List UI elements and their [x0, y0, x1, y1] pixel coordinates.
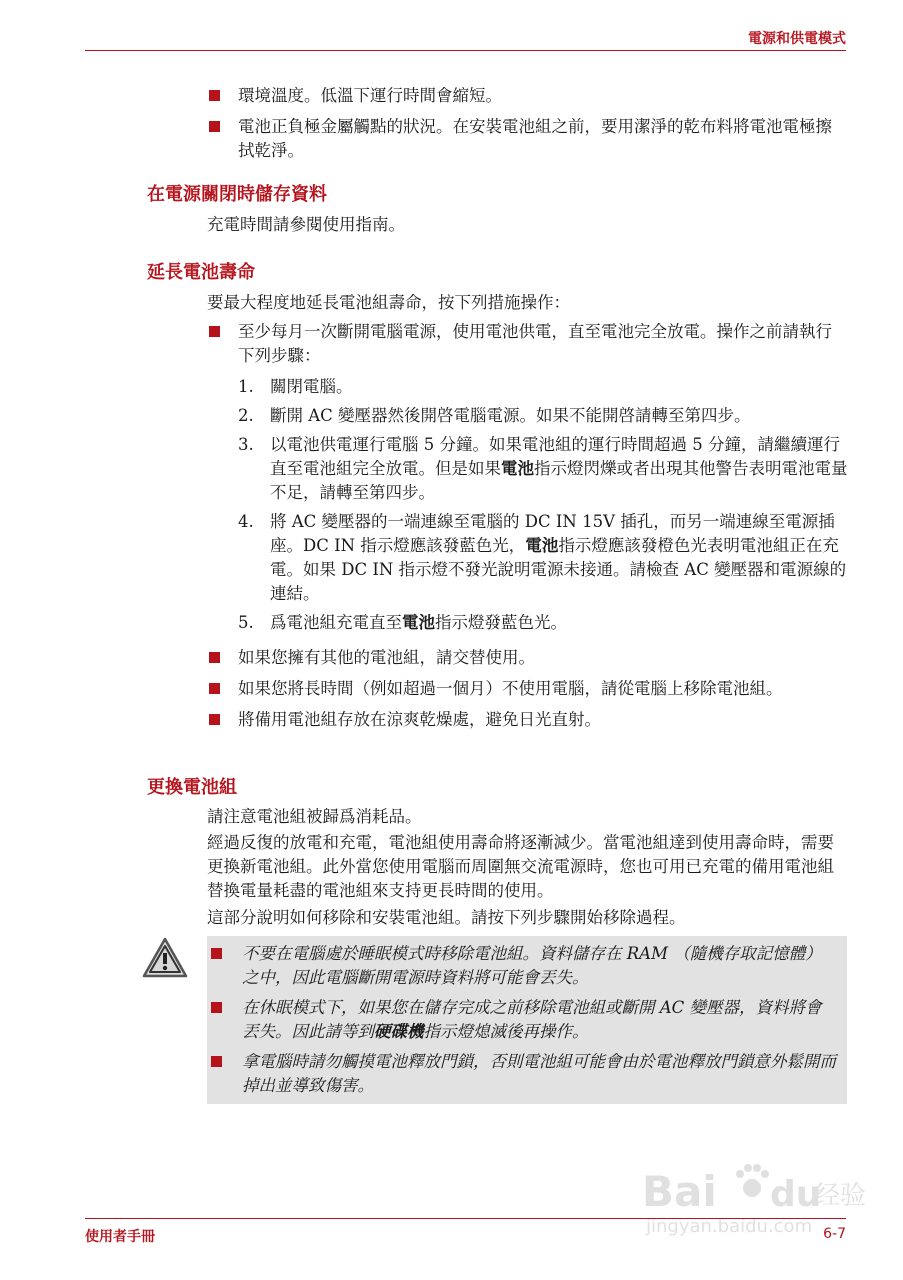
bullet-square-icon: [211, 1056, 222, 1067]
page-header: [85, 28, 846, 51]
caution-item: 在休眠模式下，如果您在儲存完成之前移除電池組或斷開 AC 變壓器，資料將會丟失。因此請等到硬碟機指示燈熄滅後再操作。: [207, 996, 837, 1044]
svg-text:du: du: [770, 1174, 822, 1215]
battery-keyword: 電池: [402, 613, 435, 632]
header-title: 電源和供電模式: [748, 31, 846, 47]
step-item: 2. 斷開 AC 變壓器然後開啓電腦電源。如果不能開啓請轉至第四步。: [238, 406, 751, 425]
caution-item: 不要在電腦處於睡眠模式時移除電池組。資料儲存在 RAM （隨機存取記憶體）之中，因此電腦斷開電源時資料將可能會丟失。: [207, 942, 837, 990]
battery-keyword: 電池: [501, 459, 534, 478]
section-heading-replace-battery: 更換電池組: [147, 777, 237, 798]
top-bullet-list: [207, 84, 847, 170]
warning-triangle-icon: [142, 937, 188, 979]
battery-bullet-list: [207, 320, 847, 375]
bullet-square-icon: [209, 714, 220, 725]
bullet-square-icon: [209, 652, 220, 663]
page-number: 6-7: [823, 1226, 846, 1242]
list-item: 將備用電池組存放在涼爽乾燥處，避免日光直射。: [207, 708, 847, 732]
section-intro: 要最大程度地延長電池組壽命，按下列措施操作：: [207, 293, 570, 312]
section-text: 充電時間請參閱使用指南。: [207, 215, 405, 234]
svg-text:jingyan.baidu.com: jingyan.baidu.com: [646, 1216, 813, 1237]
bullet-square-icon: [211, 1002, 222, 1013]
caution-list: [207, 942, 837, 1104]
list-item: 如果您將長時間（例如超過一個月）不使用電腦，請從電腦上移除電池組。: [207, 677, 847, 701]
list-item: 至少每月一次斷開電腦電源，使用電池供電，直至電池完全放電。操作之前請執行下列步驟：: [207, 320, 847, 368]
svg-text:Bai: Bai: [642, 1167, 717, 1216]
caution-item: 拿電腦時請勿觸摸電池釋放門鎖，否則電池組可能會由於電池釋放門鎖意外鬆開而掉出並導致傷害。: [207, 1050, 837, 1098]
step-item: 4. 將 AC 變壓器的一端連線至電腦的 DC IN 15V 插孔，而另一端連線至電源插座。DC IN 指示燈應該發藍色光，電池指示燈應該發橙色光表明電池組正在充電。如果 DC IN 指示燈不發光說明電源未接通。請檢查 AC 變壓器和電源線的連結。: [238, 512, 847, 603]
steps-list: [238, 375, 848, 640]
hdd-keyword: 硬碟機: [374, 1022, 424, 1041]
step-item: 5. 爲電池組充電直至電池指示燈發藍色光。: [238, 613, 567, 632]
paragraph: 請注意電池組被歸爲消耗品。: [207, 807, 422, 826]
paragraph: 這部分說明如何移除和安裝電池組。請按下列步驟開始移除過程。: [207, 908, 686, 927]
list-item: 電池正負極金屬觸點的狀況。在安裝電池組之前，要用潔淨的乾布料將電池電極擦拭乾淨。: [207, 115, 847, 163]
bullet-square-icon: [209, 326, 220, 337]
battery-tips-list: [207, 646, 847, 739]
bullet-square-icon: [211, 948, 222, 959]
paw-icon: [736, 1164, 769, 1197]
section-heading-extend-battery-life: 延長電池壽命: [147, 262, 255, 283]
step-item: 3. 以電池供電運行電腦 5 分鐘。如果電池組的運行時間超過 5 分鐘，請繼續運行直至電池組完全放電。但是如果電池指示燈閃爍或者出現其他警告表明電池電量不足，請轉至第四步。: [238, 435, 848, 502]
page-footer: [85, 1218, 846, 1249]
svg-text:经验: 经验: [814, 1181, 867, 1211]
list-item: 如果您擁有其他的電池組，請交替使用。: [207, 646, 847, 670]
section-heading-save-data: 在電源關閉時儲存資料: [147, 184, 327, 205]
battery-keyword: 電池: [525, 536, 559, 555]
footer-manual-name: 使用者手冊: [85, 1229, 155, 1245]
bullet-square-icon: [209, 121, 220, 132]
paragraph: 經過反復的放電和充電，電池組使用壽命將逐漸減少。當電池組達到使用壽命時，需要更換新電池組。此外當您使用電腦而周圍無交流電源時，您也可用已充電的備用電池組替換電量耗盡的電池組來支持更長時間的使用。: [207, 833, 834, 900]
step-item: 1. 關閉電腦。: [238, 377, 353, 396]
bullet-square-icon: [209, 90, 220, 101]
bullet-square-icon: [209, 683, 220, 694]
list-item: 環境溫度。低溫下運行時間會縮短。: [207, 84, 847, 108]
